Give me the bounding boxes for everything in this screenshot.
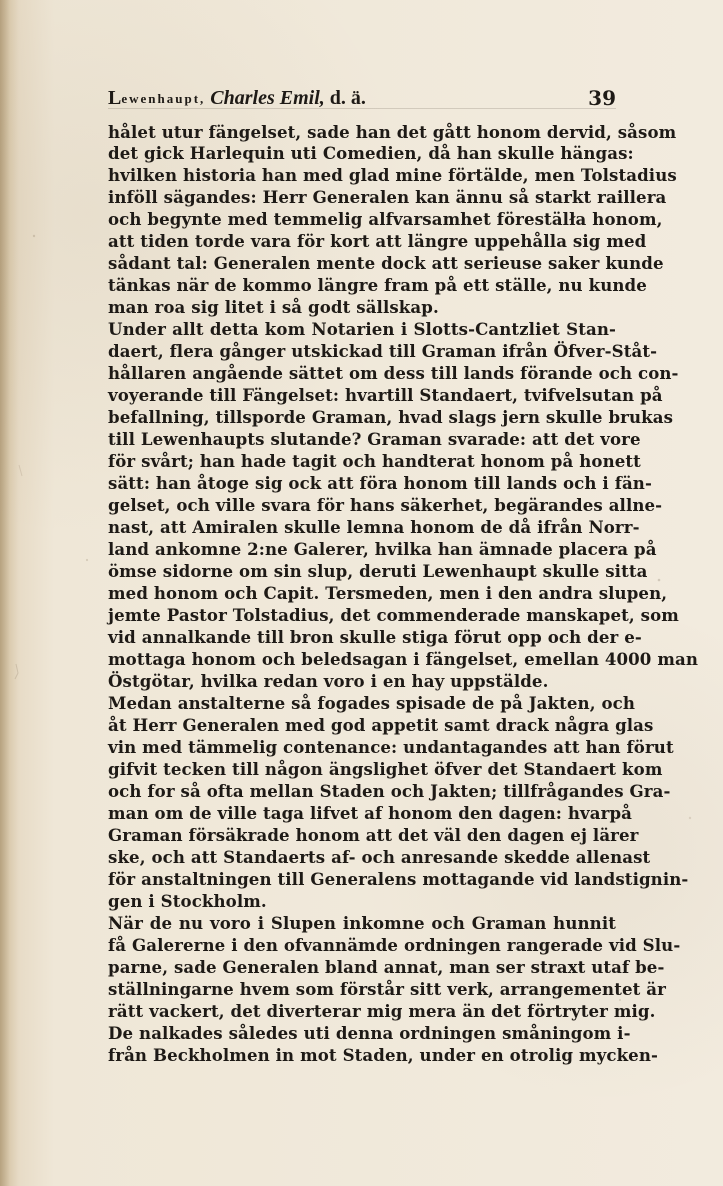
text-line-23: jemte Pastor Tolstadius, det commenderade manskapet, som	[108, 605, 679, 625]
text-line-19: nast, att Amiralen skulle lemna honom de då ifrån Norr-	[108, 517, 640, 537]
text-line-9: man roa sig litet i så godt sällskap.	[108, 297, 439, 317]
page-number: 39	[588, 86, 616, 110]
text-line-13: voyerande till Fängelset: hvartill Standaert, tvifvelsutan på	[108, 385, 663, 405]
text-line-5: och begynte med temmelig alfvarsamhet förestälła honom,	[108, 209, 663, 229]
header-initial-l: L	[108, 87, 122, 109]
header-suffix: d. ä.	[329, 87, 366, 109]
text-line-33: Graman försäkrade honom att det väl den dagen ej lärer	[108, 825, 639, 845]
text-line-18: gelset, och ville svara för hans säkerhet, begärandes allne-	[108, 495, 663, 515]
text-line-36: gen i Stockholm.	[108, 891, 267, 911]
text-line-43: från Beckholmen in mot Staden, under en otrolig mycken-	[108, 1045, 658, 1065]
text-line-32: man om de ville taga lifvet af honom den dagen: hvarpå	[108, 803, 633, 823]
main-text-block	[108, 121, 698, 1065]
text-line-17: sätt: han åtoge sig ock att föra honom till lands och i fän-	[108, 473, 652, 493]
text-line-6: att tiden torde vara för kort att längre uppehålla sig med	[108, 231, 647, 251]
text-line-2: det gick Harlequin uti Comedien, då han skulle hängas:	[108, 143, 634, 163]
header-rule	[108, 108, 616, 109]
text-line-41: rätt vackert, det diverterar mig mera än det förtryter mig.	[108, 1001, 656, 1021]
text-line-29: vin med tämmelig contenance: undantagandes att han förut	[108, 737, 674, 757]
text-line-35: för anstaltningen till Generalens mottagande vid landstignin-	[108, 869, 689, 889]
text-line-40: ställningarne hvem som förstår sitt verk, arrangementet är	[108, 979, 666, 999]
text-line-38: få Galererne i den ofvannämde ordningen rangerade vid Slu-	[108, 935, 681, 955]
text-line-4: inföll sägandes: Herr Generalen kan ännu så starkt raillera	[108, 187, 667, 207]
text-line-21: ömse sidorne om sin slup, deruti Lewenhaupt skulle sitta	[108, 561, 648, 581]
text-line-20: land ankomne 2:ne Galerer, hvilka han ämnade placera på	[108, 539, 657, 559]
text-line-25: mottaga honom och beledsagan i fängelset, emellan 4000 man	[108, 649, 698, 669]
text-line-24: vid annalkande till bron skulle stiga förut opp och der e-	[108, 627, 642, 647]
text-line-34: ske, och att Standaerts af- och anresande skedde allenast	[108, 847, 651, 867]
text-line-37: När de nu voro i Slupen inkomne och Graman hunnit	[108, 913, 616, 933]
running-head-title	[108, 83, 366, 115]
book-gutter-shadow	[0, 0, 20, 1186]
text-line-16: för svårt; han hade tagit och handterat honom på honett	[108, 451, 641, 471]
text-line-3: hvilken historia han med glad mine förtälde, men Tolstadius	[108, 165, 677, 185]
paper-speck	[658, 579, 661, 582]
paper-speck	[33, 235, 35, 237]
paper-speck	[86, 559, 88, 561]
text-line-26: Östgötar, hvilka redan voro i en hay uppstälde.	[108, 671, 549, 691]
header-italic-name: Charles Emil,	[210, 87, 325, 109]
text-line-28: åt Herr Generalen med god appetit samt drack några glas	[108, 715, 654, 735]
text-line-30: gifvit tecken till någon ängslighet öfver det Standaert kom	[108, 759, 663, 779]
text-line-14: befallning, tillsporde Graman, hvad slags jern skulle brukas	[108, 407, 674, 427]
text-line-39: parne, sade Generalen bland annat, man ser straxt utaf be-	[108, 957, 665, 977]
text-line-12: hållaren angående sättet om dess till lands förande och con-	[108, 363, 679, 383]
header-name-smallcaps: ewenhaupt,	[121, 91, 206, 106]
paper-speck	[689, 817, 691, 819]
text-line-27: Medan anstalterne så fogades spisade de på Jakten, och	[108, 693, 636, 713]
text-line-31: och for så ofta mellan Staden och Jakten; tillfrågandes Gra-	[108, 781, 671, 801]
text-line-15: till Lewenhaupts slutande? Graman svarade: att det vore	[108, 429, 641, 449]
text-line-11: daert, flera gånger utskickad till Graman ifrån Öfver-Ståt-	[108, 341, 658, 361]
text-line-8: tänkas när de kommo längre fram på ett ställe, nu kunde	[108, 275, 647, 295]
text-line-10: Under allt detta kom Notarien i Slotts-Cantzliet Stan-	[108, 319, 616, 339]
text-line-1: hålet utur fängelset, sade han det gått honom dervid, såsom	[108, 122, 677, 142]
text-line-22: med honom och Capit. Tersmeden, men i den andra slupen,	[108, 583, 668, 603]
text-line-42: De nalkades således uti denna ordningen småningom i-	[108, 1023, 631, 1043]
text-line-7: sådant tal: Generalen mente dock att serieuse saker kunde	[108, 253, 664, 273]
